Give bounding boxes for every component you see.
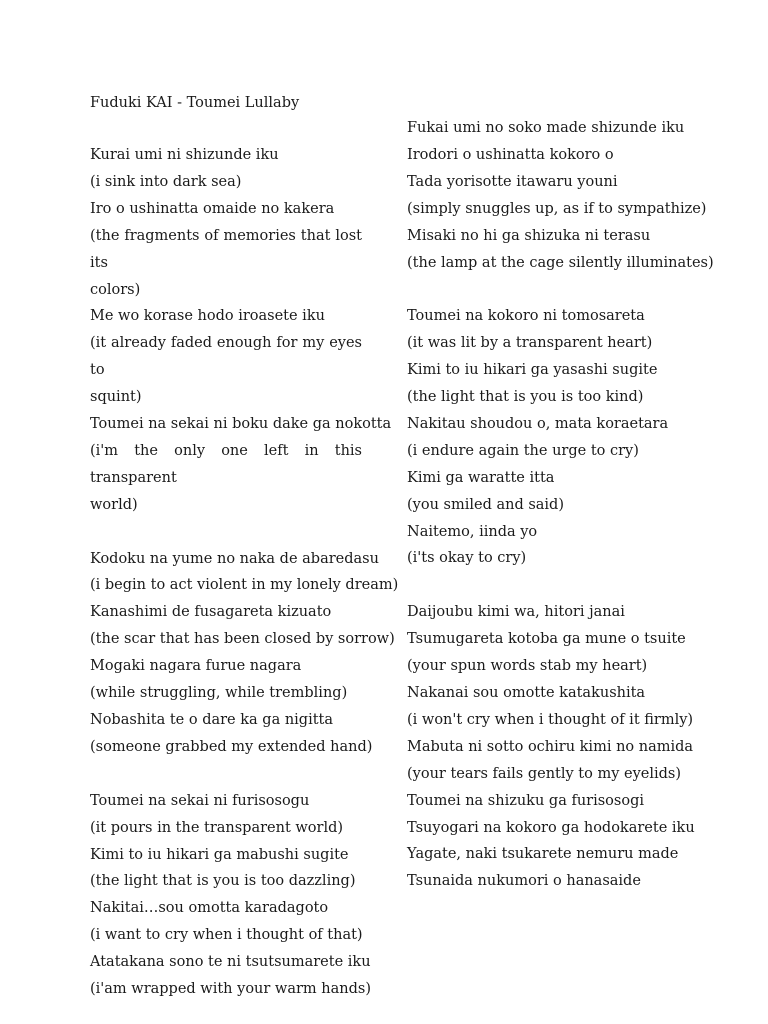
- lyric-line: Naitemo, iinda yo: [407, 523, 538, 540]
- lyric-line: Kimi to iu hikari ga mabushi sugite: [90, 846, 349, 863]
- translation-line: (your spun words stab my heart): [407, 658, 648, 675]
- lyric-line: Kimi to iu hikari ga yasashi sugite: [407, 362, 658, 379]
- lyric-line: Nobashita te o dare ka ga nigitta: [90, 712, 334, 729]
- translation-line: squint): [90, 389, 142, 406]
- translation-line: (i'ts okay to cry): [407, 550, 527, 567]
- translation-line: (it was lit by a transparent heart): [407, 335, 653, 352]
- lyric-line: Yagate, naki tsukarete nemuru made: [407, 846, 679, 863]
- lyric-line: Mabuta ni sotto ochiru kimi no namida: [407, 738, 694, 755]
- translation-line: (someone grabbed my extended hand): [90, 738, 373, 755]
- stanza-gap: [407, 572, 687, 599]
- translation-line: (it pours in the transparent world): [90, 819, 344, 836]
- translation-line: (the fragments of memories that lost its: [90, 227, 362, 271]
- lyric-line: Tsunaida nukumori o hanasaide: [407, 873, 641, 890]
- song-title: Fuduki KAI - Toumei Lullaby: [90, 95, 300, 111]
- lyric-line: Me wo korase hodo iroasete iku: [90, 308, 325, 325]
- translation-line: (i sink into dark sea): [90, 173, 242, 190]
- translation-line: (i'm the only one left in this transparent: [90, 442, 362, 486]
- lyric-line: Toumei na sekai ni boku dake ga nokotta: [90, 416, 392, 433]
- translation-line: (the light that is you is too dazzling): [90, 873, 356, 890]
- stanza-gap: [90, 519, 362, 546]
- lyric-line: Tsuyogari na kokoro ga hodokarete iku: [407, 819, 695, 836]
- lyric-line: Mogaki nagara furue nagara: [90, 658, 302, 675]
- lyric-line: Atatakana sono te ni tsutsumarete iku: [90, 954, 371, 971]
- translation-line: (it already faded enough for my eyes to: [90, 335, 362, 379]
- stanza-gap: [90, 761, 362, 788]
- lyric-line: Tsumugareta kotoba ga mune o tsuite: [407, 631, 686, 648]
- translation-line: (simply snuggles up, as if to sympathize): [407, 200, 707, 217]
- lyric-line: Tada yorisotte itawaru youni: [407, 173, 618, 190]
- lyric-line: Toumei na kokoro ni tomosareta: [407, 308, 645, 325]
- lyric-line: Toumei na shizuku ga furisosogi: [407, 792, 644, 809]
- right-column: [407, 115, 714, 895]
- translation-line: (while struggling, while trembling): [90, 685, 348, 702]
- translation-line: (the lamp at the cage silently illuminates): [407, 254, 714, 271]
- lyric-line: Iro o ushinatta omaide no kakera: [90, 200, 335, 217]
- translation-line: (your tears fails gently to my eyelids): [407, 765, 682, 782]
- lyric-line: Daijoubu kimi wa, hitori janai: [407, 604, 625, 621]
- lyric-line: Kanashimi de fusagareta kizuato: [90, 604, 332, 621]
- translation-line: (i want to cry when i thought of that): [90, 927, 363, 944]
- translation-line: (i endure again the urge to cry): [407, 442, 639, 459]
- translation-line: world): [90, 496, 138, 513]
- translation-line: (i'am wrapped with your warm hands): [90, 981, 371, 998]
- lyric-line: Toumei na sekai ni furisosogu: [90, 792, 310, 809]
- stanza-gap: [407, 276, 687, 303]
- left-column: [90, 142, 399, 1003]
- lyric-line: Nakitai…sou omotta karadagoto: [90, 900, 329, 917]
- translation-line: (i won't cry when i thought of it firmly): [407, 711, 694, 728]
- translation-line: (the scar that has been closed by sorrow): [90, 631, 395, 648]
- lyric-line: Nakanai sou omotte katakushita: [407, 685, 646, 701]
- lyric-line: Fukai umi no soko made shizunde iku: [407, 120, 685, 136]
- translation-line: colors): [90, 281, 141, 298]
- lyric-line: Nakitau shoudou o, mata koraetara: [407, 415, 669, 432]
- lyric-line: Misaki no hi ga shizuka ni terasu: [407, 227, 651, 244]
- lyric-line: Kurai umi ni shizunde iku: [90, 147, 279, 163]
- translation-line: (you smiled and said): [407, 496, 565, 513]
- lyric-line: Kodoku na yume no naka de abaredasu: [90, 550, 379, 567]
- lyric-line: Kimi ga waratte itta: [407, 469, 555, 486]
- translation-line: (i begin to act violent in my lonely dream): [90, 577, 399, 594]
- lyric-line: Irodori o ushinatta kokoro o: [407, 146, 614, 163]
- translation-line: (the light that is you is too kind): [407, 389, 644, 406]
